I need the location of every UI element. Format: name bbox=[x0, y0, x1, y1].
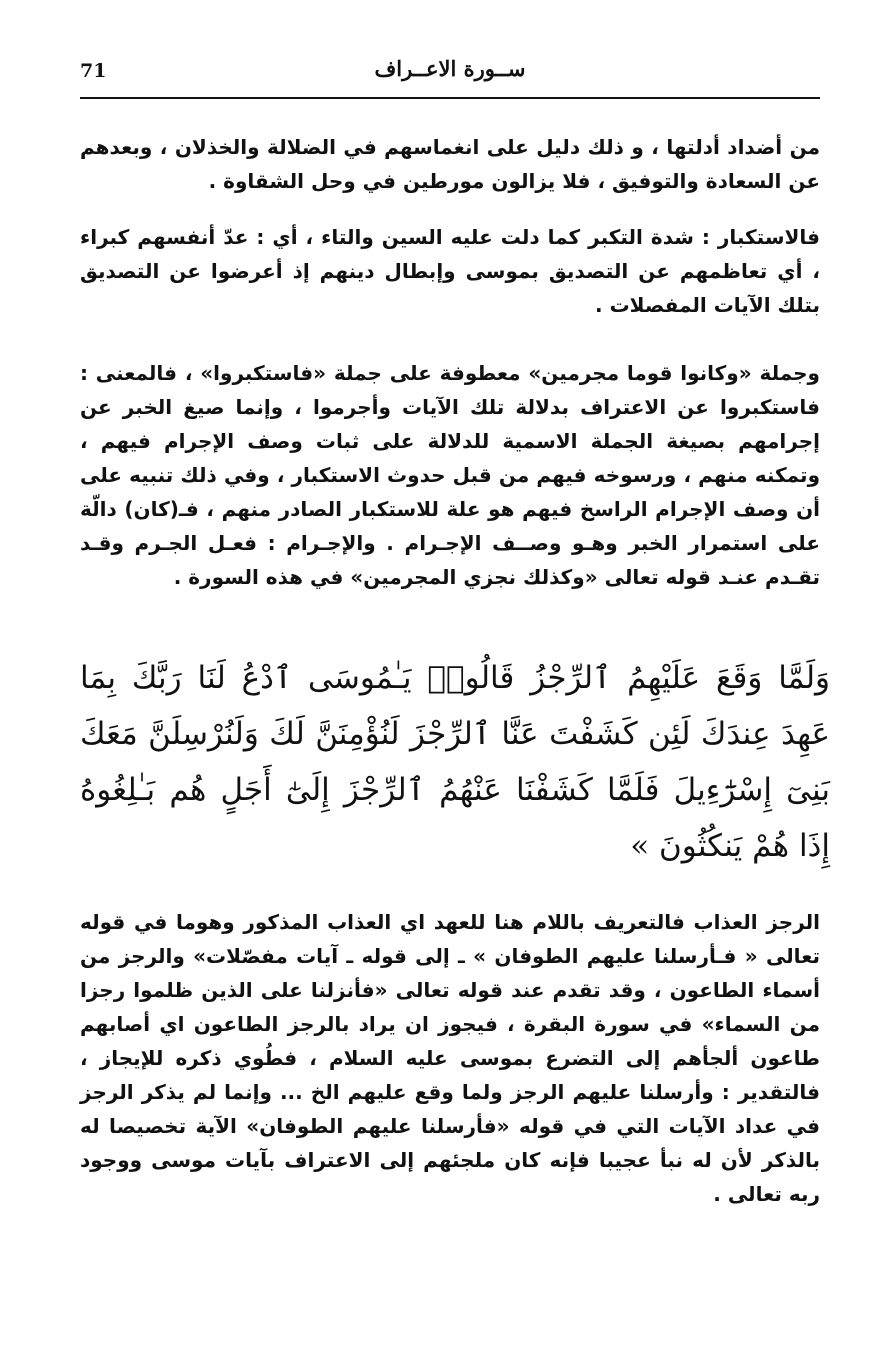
paragraph-istikbar: فالاستكبار : شدة التكبر كما دلت عليه السين والتاء ، أي : عدّ أنفسهم كبراء ، أي تعاظمهم عن التصديق بموسى وإبطال دينهم إذ أعرضوا عن التصديق بتلك الآيات المفصلات . bbox=[80, 225, 820, 317]
page-number: 71 bbox=[80, 60, 107, 82]
running-head-surah-title: ســورة الاعــراف bbox=[374, 56, 526, 81]
header-divider bbox=[80, 97, 820, 99]
paragraph-opening: من أضداد أدلتها ، و ذلك دليل على انغماسهم في الضلالة والخذلان ، وبعدهم عن السعادة والتوفيق ، فلا يزالون مورطين في وحل الشقاوة . bbox=[80, 135, 820, 193]
page-header bbox=[80, 56, 820, 92]
quran-verse: وَلَمَّا وَقَعَ عَلَيْهِمُ ٱلرِّجْزُ قَالُوا۟ يَـٰمُوسَى ٱدْعُ لَنَا رَبَّكَ بِمَا عَهِدَ عِندَكَ لَئِن كَشَفْتَ عَنَّا ٱلرِّجْزَ لَنُؤْمِنَنَّ لَكَ وَلَنُرْسِلَنَّ مَعَكَ بَنِىٓ إِسْرَٰٓءِيلَ فَلَمَّا كَشَفْنَا عَنْهُمُ ٱلرِّجْزَ إِلَىٰٓ أَجَلٍ هُم بَـٰلِغُوهُ إِذَا هُمْ يَنكُثُونَ » bbox=[80, 660, 830, 864]
paragraph-wa-kanu: وجملة «وكانوا قوما مجرمين» معطوفة على جملة «فاستكبروا» ، فالمعنى : فاستكبروا عن الاعتراف بدلالة تلك الآيات وأجرموا ، وإنما صيغ الخبر عن إجرامهم بصيغة الجملة الاسمية للدلالة على ثبات وصف الإجرام فيهم ، وتمكنه منهم ، ورسوخه فيهم من قبل حدوث الاستكبار ، وفي ذلك تنبيه على أن وصف الإجرام الراسخ فيهم هو علة للاستكبار الصادر منهم ، فـ(كان) دالّة على استمرار الخبر وهـو وصــف الإجـرام . والإجـرام : فعـل الجـرم وقـد تقـدم عنـد قوله تعالى «وكذلك نجزي المجرمين» في هذه السورة . bbox=[80, 361, 820, 589]
paragraph-rijz-commentary: الرجز العذاب فالتعريف باللام هنا للعهد اي العذاب المذكور وهوما في قوله تعالى « فـأرسلنا عليهم الطوفان » ـ إلى قوله ـ آيات مفصّلات» والرجز من أسماء الطاعون ، وقد تقدم عند قوله تعالى «فأنزلنا على الذين ظلموا رجزا من السماء» في سورة البقرة ، فيجوز ان يراد بالرجز الطاعون اي أصابهم طاعون ألجأهم إلى التضرع بموسى عليه السلام ، فطُوي ذكره للإيجاز ، فالتقدير : وأرسلنا عليهم الرجز ولما وقع عليهم الخ ... وإنما لم يذكر الرجز في عداد الآيات التي في قوله «فأرسلنا عليهم الطوفان» الآية تخصيصا له بالذكر لأن له نبأ عجيبا فإنه كان ملجئهم إلى الاعتراف بآيات موسى ووجود ربه تعالى . bbox=[80, 910, 820, 1206]
